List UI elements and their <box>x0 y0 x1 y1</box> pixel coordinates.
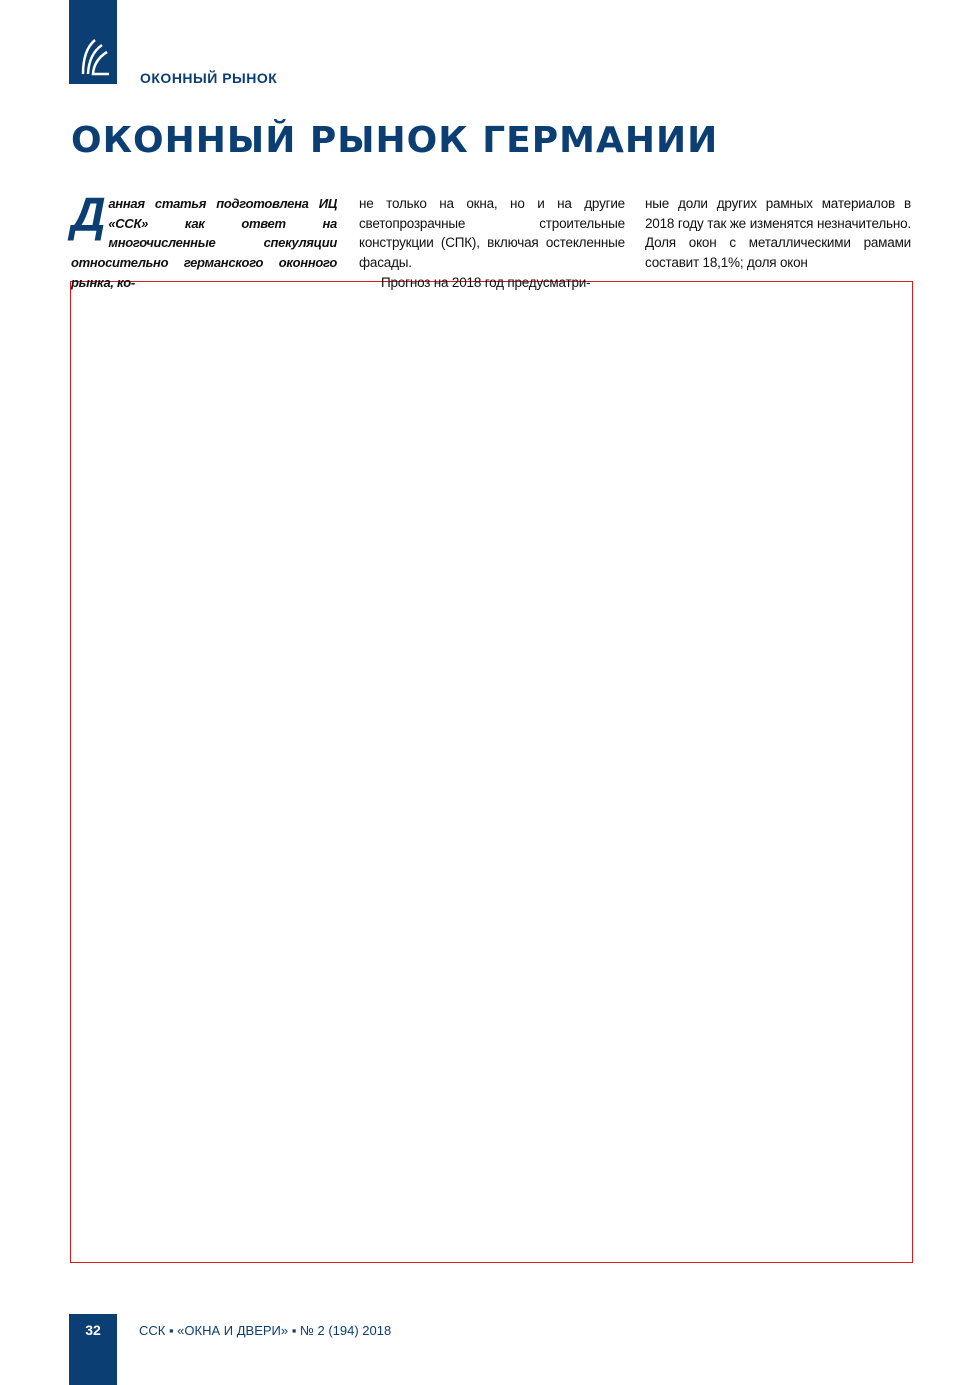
page-number-block <box>69 1314 117 1385</box>
article-column-3 <box>645 194 911 273</box>
paragraph: не только на окна, но и на другие светопрозрачные строительные конструкции (СПК), включая остекленные фасады. <box>359 196 625 271</box>
logo-icon <box>75 36 111 80</box>
section-label: ОКОННЫЙ РЫНОК <box>140 70 278 86</box>
article-column-2 <box>359 194 625 293</box>
footer-publication: ССК ▪ «ОКНА И ДВЕРИ» ▪ № 2 (194) 2018 <box>139 1323 392 1338</box>
page-number: 32 <box>85 1322 101 1338</box>
drop-cap: Д <box>71 189 106 242</box>
header-logo-block <box>69 0 117 84</box>
article-column-1 <box>71 189 337 293</box>
lead-text: анная статья подготовлена ИЦ «ССК» как ответ на многочисленные спекуляции относительно германского оконного рынка, ко- <box>71 196 337 290</box>
paragraph: ные доли других рамных материалов в 2018 году так же изменятся незначительно. Доля окон с металлическими рамами составит 18,1%; доля окон <box>645 196 911 271</box>
page-title: ОКОННЫЙ РЫНОК ГЕРМАНИИ <box>71 120 719 161</box>
paragraph: Прогноз на 2018 год предусматри- <box>381 274 591 290</box>
redacted-region <box>70 281 913 1263</box>
